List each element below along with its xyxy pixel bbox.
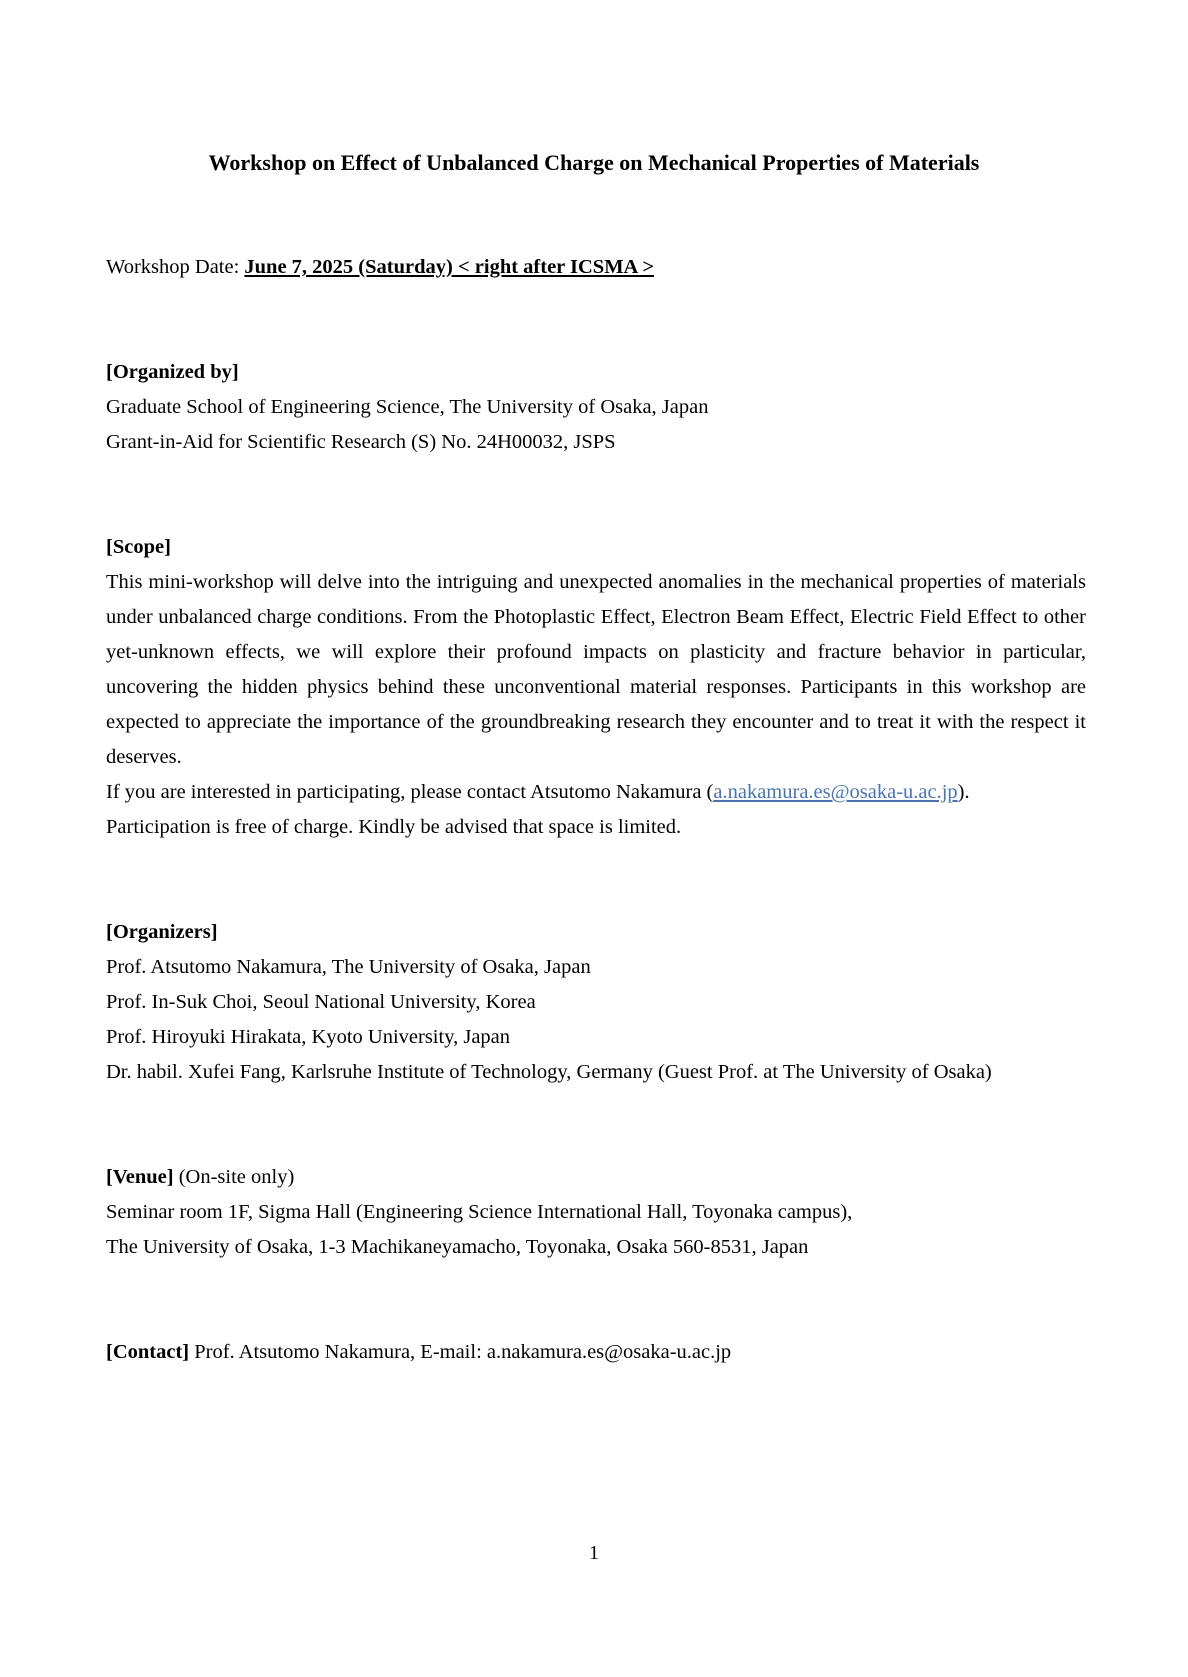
organizer-item: Prof. In-Suk Choi, Seoul National University, Korea [106,991,536,1013]
venue-line: Seminar room 1F, Sigma Hall (Engineering Science International Hall, Toyonaka campus), [106,1201,853,1223]
contact-text: Prof. Atsutomo Nakamura, E-mail: a.nakamura.es@osaka-u.ac.jp [189,1341,732,1363]
scope-heading: [Scope] [106,536,171,558]
document-title: Workshop on Effect of Unbalanced Charge on Mechanical Properties of Materials [208,150,980,175]
venue-line: The University of Osaka, 1-3 Machikaneyamacho, Toyonaka, Osaka 560-8531, Japan [106,1236,809,1258]
scope-closing: Participation is free of charge. Kindly be advised that space is limited. [106,816,682,838]
scope-section [106,565,1086,845]
organizers-heading: [Organizers] [106,921,218,943]
venue-note: (On-site only) [173,1166,295,1188]
scope-contact-prefix: If you are interested in participating, please contact Atsutomo Nakamura ( [106,781,714,803]
organized-by-line: Graduate School of Engineering Science, The University of Osaka, Japan [106,396,709,418]
scope-contact-suffix: ). [957,781,970,803]
venue-heading-line [106,1160,1086,1195]
scope-paragraph: This mini-workshop will delve into the intriguing and unexpected anomalies in the mechanical properties of materials under unbalanced charge conditions. From the Photoplastic Effect, Electron Beam Effect, Electric Field Effect to other yet-unknown effects, we will explore their profound impacts on plasticity and fracture behavior in particular, uncovering the hidden physics behind these unconventional material responses. Participants in this workshop are expected to appreciate the importance of the groundbreaking research they encounter and to treat it with the respect it deserves. [106,571,1086,768]
contact-heading: [Contact] [106,1341,190,1363]
organized-by-line: Grant-in-Aid for Scientific Research (S) No. 24H00032, JSPS [106,431,616,453]
organizer-item: Prof. Atsutomo Nakamura, The University of Osaka, Japan [106,956,591,978]
venue-heading: [Venue] [106,1166,174,1188]
organizer-item: Prof. Hiroyuki Hirakata, Kyoto University, Japan [106,1026,511,1048]
scope-contact-line [106,775,1086,810]
workshop-date [106,250,1086,285]
organized-by-heading: [Organized by] [106,361,239,383]
contact-line [106,1335,1086,1370]
page-number: 1 [589,1542,599,1564]
contact-email-link[interactable]: a.nakamura.es@osaka-u.ac.jp [713,781,958,803]
workshop-date-value: June 7, 2025 (Saturday) < right after ICSMA > [244,256,655,278]
workshop-date-label: Workshop Date: [106,256,245,278]
organizer-item: Dr. habil. Xufei Fang, Karlsruhe Institute of Technology, Germany (Guest Prof. at The University of Osaka) [106,1061,992,1083]
